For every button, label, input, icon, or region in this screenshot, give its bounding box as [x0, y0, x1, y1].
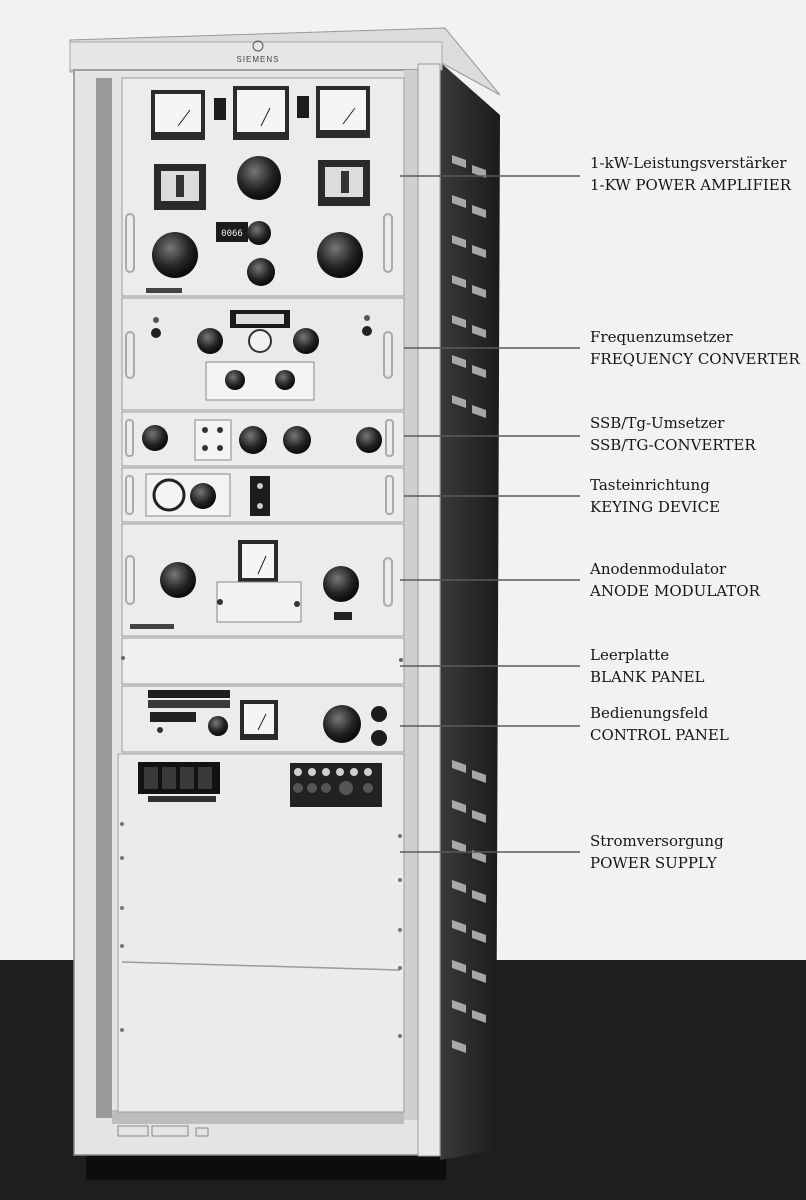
label-control-panel — [590, 702, 729, 746]
panel-anode-modulator — [122, 524, 404, 636]
label-de: Stromversorgung — [590, 832, 724, 850]
label-de: Anodenmodulator — [590, 560, 727, 578]
label-en: SSB/TG-CONVERTER — [590, 436, 756, 454]
label-en: 1-KW POWER AMPLIFIER — [590, 176, 792, 194]
knob-right — [317, 232, 363, 278]
label-ssb-tg-converter — [590, 412, 756, 456]
label-power-supply — [590, 830, 724, 874]
label-de: Tasteinrichtung — [590, 476, 710, 494]
label-de: Frequenzumsetzer — [590, 328, 733, 346]
label-en: POWER SUPPLY — [590, 854, 717, 872]
brand-name: SIEMENS — [236, 55, 280, 64]
label-de: Bedienungsfeld — [590, 704, 709, 722]
label-de: SSB/Tg-Umsetzer — [590, 414, 725, 432]
panel-control — [122, 686, 404, 752]
label-frequency-converter — [590, 326, 800, 370]
panel-blank — [121, 638, 404, 684]
tuning-knob-large — [237, 156, 281, 200]
panel-frequency-converter — [122, 298, 404, 410]
label-blank-panel — [590, 644, 705, 688]
knob-left — [152, 232, 198, 278]
label-en: BLANK PANEL — [590, 668, 705, 686]
label-en: KEYING DEVICE — [590, 498, 721, 516]
panel-power-supply — [118, 754, 404, 1112]
label-de: 1-kW-Leistungsverstärker — [590, 154, 787, 172]
label-en: CONTROL PANEL — [590, 726, 729, 744]
label-anode-modulator — [590, 558, 760, 602]
counter-display: 0066 — [221, 229, 243, 239]
label-de: Leerplatte — [590, 646, 670, 664]
label-power-amplifier — [590, 152, 791, 196]
panel-keying-device — [122, 468, 404, 522]
panel-ssb-tg-converter — [122, 412, 404, 466]
label-en: FREQUENCY CONVERTER — [590, 350, 800, 368]
panel-power-amplifier — [122, 78, 404, 296]
label-keying-device — [590, 474, 720, 518]
rack-side-panel — [440, 62, 500, 1160]
label-en: ANODE MODULATOR — [590, 582, 760, 600]
